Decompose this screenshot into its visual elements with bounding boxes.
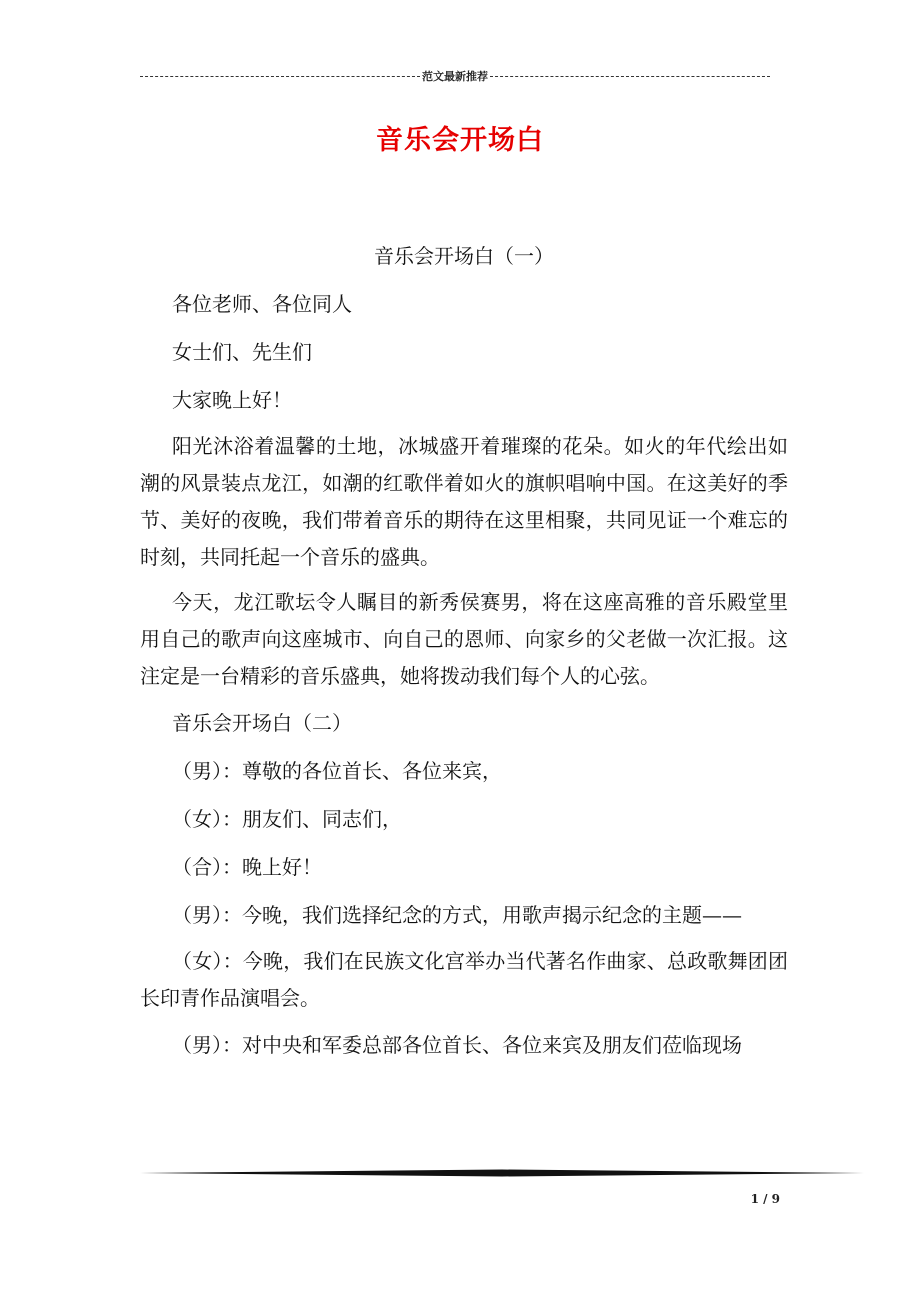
page-number: 1 / 9 <box>750 1192 780 1206</box>
dialogue-line: （女）：朋友们、同志们， <box>172 807 402 831</box>
header-dash-right <box>490 76 770 77</box>
header-label: 范文最新推荐 <box>422 70 488 83</box>
header-dash-left <box>140 76 420 77</box>
section-heading-1: 音乐会开场白（一） <box>374 244 554 268</box>
dialogue-line: （男）：今晚，我们选择纪念的方式，用歌声揭示纪念的主题—— <box>172 903 742 927</box>
dialogue-line: （女）：今晚，我们在民族文化宫举办当代著名作曲家、总政歌舞团团长印青作品演唱会。 <box>140 949 788 1010</box>
page-header <box>140 68 770 84</box>
greeting-line: 各位老师、各位同人 <box>172 292 352 316</box>
greeting-line: 女士们、先生们 <box>172 340 312 364</box>
body-paragraph: 今天，龙江歌坛令人瞩目的新秀侯赛男，将在这座高雅的音乐殿堂里用自己的歌声向这座城市、向自己的恩师、向家乡的父老做一次汇报。这注定是一台精彩的音乐盛典，她将拨动我们每个人的心弦。 <box>140 590 788 688</box>
dialogue-line: （男）：尊敬的各位首长、各位来宾， <box>172 759 502 783</box>
section-heading-2: 音乐会开场白（二） <box>172 711 352 735</box>
footer-rule <box>140 1168 864 1178</box>
greeting-line: 大家晚上好！ <box>172 388 292 412</box>
dialogue-line: （合）：晚上好！ <box>172 855 322 879</box>
body-paragraph: 阳光沐浴着温馨的土地，冰城盛开着璀璨的花朵。如火的年代绘出如潮的风景装点龙江，如潮的红歌伴着如火的旗帜唱响中国。在这美好的季节、美好的夜晚，我们带着音乐的期待在这里相聚，共同见证一个难忘的时刻，共同托起一个音乐的盛典。 <box>140 434 788 569</box>
document-title: 音乐会开场白 <box>376 125 544 156</box>
document-body <box>140 236 788 1073</box>
dialogue-line: （男）：对中央和军委总部各位首长、各位来宾及朋友们莅临现场 <box>172 1033 742 1057</box>
